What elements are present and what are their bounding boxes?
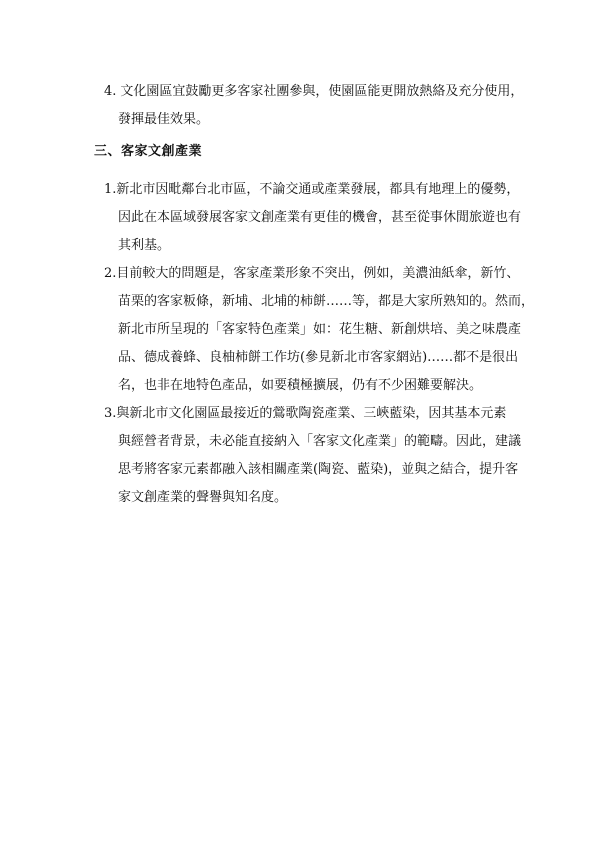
list-item-line: 品、德成養蜂、良柚柿餅工作坊(參見新北市客家網站)……都不是很出: [118, 350, 519, 365]
list-item-number: 2.: [104, 266, 117, 281]
section-heading: 三、客家文創產業: [94, 144, 203, 159]
list-item-line: 新北市所呈現的「客家特色產業」如：花生糖、新創烘培、美之味農產: [118, 322, 522, 337]
list-item-number: 1.: [104, 182, 117, 197]
section-item-2: [104, 260, 535, 400]
list-item-line: 因此在本區域發展客家文創產業有更佳的機會，甚至從事休閒旅遊也有: [118, 210, 522, 225]
list-item-line: [104, 260, 520, 288]
list-item-line: 家文創產業的聲譽與知名度。: [118, 490, 288, 505]
list-item-line: 與經營者背景，未必能直接納入「客家文化產業」的範疇。因此，建議: [118, 434, 522, 449]
list-item-number: 4.: [104, 84, 117, 99]
list-item-text: 目前較大的問題是，客家產業形象不突出，例如，美濃油紙傘，新竹、: [116, 266, 520, 281]
list-item-text: 與新北市文化園區最接近的鶯歌陶瓷產業、三峽藍染，因其基本元素: [116, 406, 507, 421]
list-item-number: 3.: [104, 406, 117, 421]
list-item-text: 文化園區宜鼓勵更多客家社團參與，使園區能更開放熱絡及充分使用，: [120, 84, 524, 99]
list-item-line: 其利基。: [118, 238, 171, 253]
section-item-1: [104, 176, 522, 260]
list-item-line: [104, 176, 520, 204]
list-item-text: 新北市因毗鄰台北市區，不論交通或產業發展，都具有地理上的優勢，: [116, 182, 520, 197]
list-item-line: [104, 78, 523, 106]
list-item-line: 發揮最佳效果。: [118, 112, 210, 127]
list-item-line: 苗栗的客家粄條，新埔、北埔的柿餅……等，都是大家所熟知的。然而，: [118, 294, 535, 309]
section-item-3: [104, 400, 522, 512]
list-item-line: 思考將客家元素都融入該相關產業(陶瓷、藍染)，並與之結合，提升客: [118, 462, 519, 477]
list-item-4: [104, 78, 523, 134]
list-item-line: 名，也非在地特色產品，如要積極擴展，仍有不少困難要解決。: [118, 378, 483, 393]
list-item-line: [104, 400, 514, 428]
